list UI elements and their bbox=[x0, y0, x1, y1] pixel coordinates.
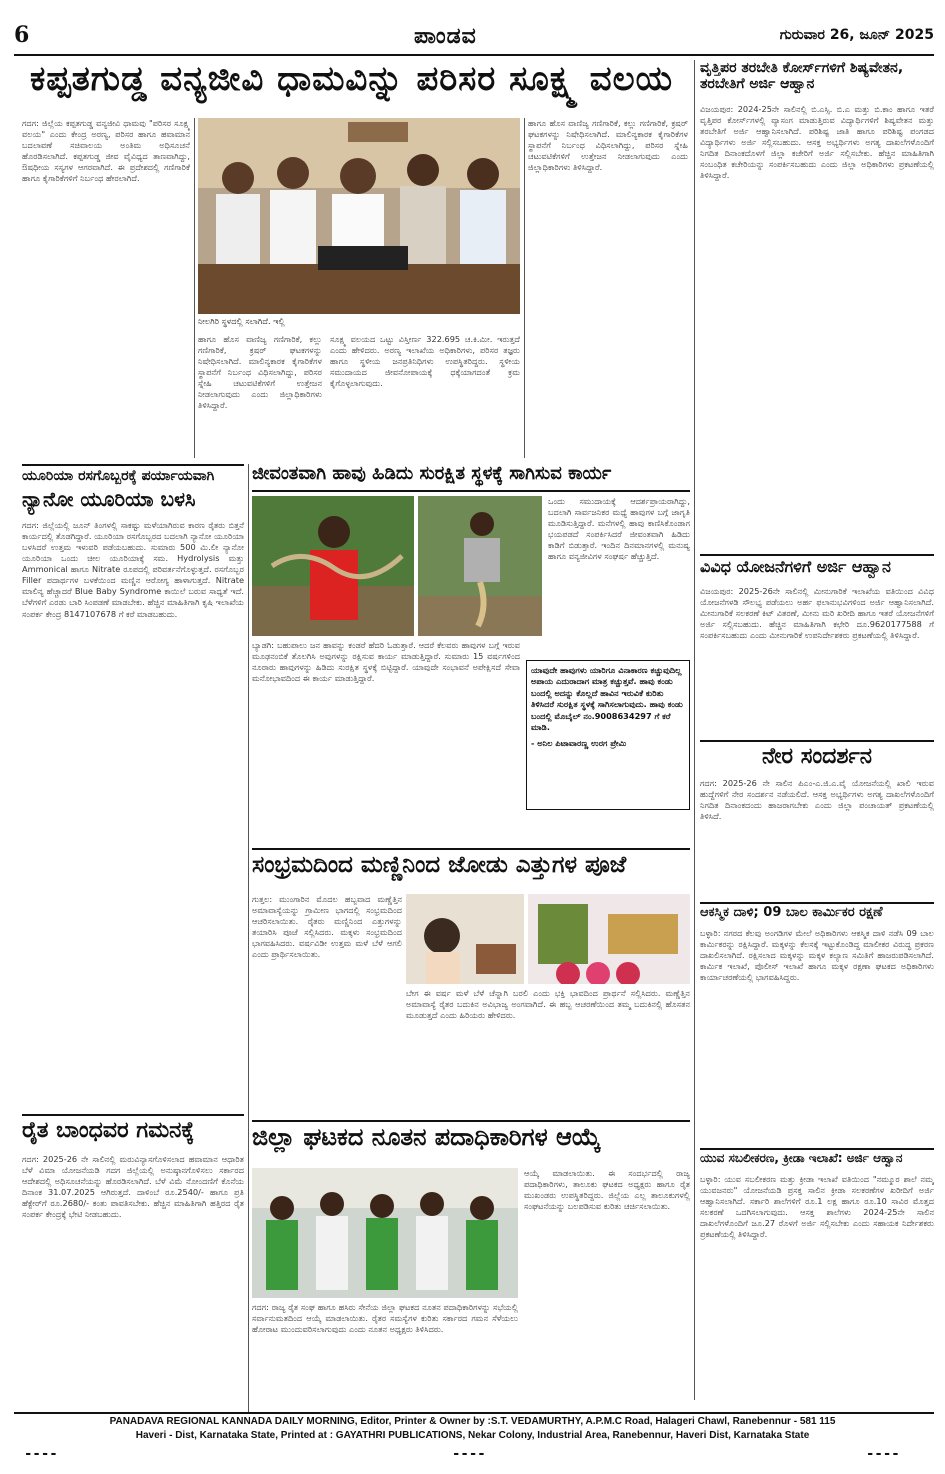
raid-headline: ಆಕಸ್ಮಿಕ ದಾಳಿ; 09 ಬಾಲ ಕಾರ್ಮಿಕರ ರಕ್ಷಣೆ bbox=[700, 906, 883, 920]
district-photo bbox=[252, 1168, 518, 1298]
youth-body: ಬಳ್ಳಾರಿ: ಯುವ ಸಬಲೀಕರಣ ಮತ್ತು ಕ್ರೀಡಾ ಇಲಾಖೆ ವತಿಯಿಂದ "ನಮ್ಮೂರ ಶಾಲೆ ನಮ್ಮ ಯುವಜನರು" ಯೋಜನೆಯಡಿ ಪ್ರಸಕ್ತ ಸಾಲಿನ ಕ್ರೀಡಾ ಸಲಕರಣೆಗಳ ಖರೀದಿಗೆ ಅರ್ಜಿ ಆಹ್ವಾನಿಸಲಾಗಿದೆ. ಸರ್ಕಾರಿ ಶಾಲೆಗಳಿಗೆ ರೂ.1 ಲಕ್ಷ ಹಾಗೂ ರೂ.10 ಸಾವಿರ ಮೊತ್ತದ ಸಲಕರಣೆ ಒದಗಿಸಲಾಗುವುದು. ಆಸಕ್ತ ಶಾಲೆಗಳು 2024-25ನೇ ಸಾಲಿನ ದಾಖಲೆಗಳೊಂದಿಗೆ ಜೂ.27 ರೊಳಗೆ ಅರ್ಜಿ ಸಲ್ಲಿಸಬೇಕು ಎಂದು ಸಹಾಯಕ ನಿರ್ದೇಶಕರು ಪ್ರಕಟಣೆಯಲ್ಲಿ ತಿಳಿಸಿದ್ದಾರೆ. bbox=[700, 1174, 934, 1240]
section-rule bbox=[700, 902, 934, 904]
lead-body-mid: ಹಾಗೂ ಹೊಸ ವಾಣಿಜ್ಯ ಗಣಿಗಾರಿಕೆ, ಕಲ್ಲು ಗಣಿಗಾರಿಕೆ, ಕ್ರಷರ್ ಘಟಕಗಳನ್ನು ನಿಷೇಧಿಸಲಾಗಿದೆ. ಮಾಲಿನ್ಯಕಾರಕ ಕೈಗಾರಿಕೆಗಳ ಸ್ಥಾಪನೆಗೆ ನಿರ್ಬಂಧ ವಿಧಿಸಲಾಗಿದ್ದು, ಪರಿಸರ ಸ್ನೇಹಿ ಚಟುವಟಿಕೆಗಳಿಗೆ ಉತ್ತೇಜನ ನೀಡಲಾಗುವುದು ಎಂದು ಜಿಲ್ಲಾಧಿಕಾರಿಗಳು ತಿಳಿಸಿದ್ದಾರೆ. bbox=[198, 334, 322, 411]
schemes-body: ವಿಜಯಪುರ: 2025-26ನೇ ಸಾಲಿನಲ್ಲಿ ಮೀನುಗಾರಿಕೆ ಇಲಾಖೆಯ ವತಿಯಿಂದ ವಿವಿಧ ಯೋಜನೆಗಳಡಿ ಸೌಲಭ್ಯ ಪಡೆಯಲು ಅರ್ಹ ಫಲಾನುಭವಿಗಳಿಂದ ಅರ್ಜಿ ಆಹ್ವಾನಿಸಲಾಗಿದೆ. ಮೀನುಗಾರಿಕೆ ಸಲಕರಣೆ ಕಿಟ್ ವಿತರಣೆ, ಮೀನು ಮರಿ ಖರೀದಿ ಹಾಗೂ ಇತರೆ ಯೋಜನೆಗಳಿಗೆ ಅರ್ಜಿ ಸಲ್ಲಿಸಬಹುದು. ಹೆಚ್ಚಿನ ಮಾಹಿತಿಗಾಗಿ ಕಛೇರಿ ದೂ.9620177588 ಗೆ ಸಂಪರ್ಕಿಸಬಹುದು ಎಂದು ಮೀನುಗಾರಿಕೆ ಉಪನಿರ್ದೇಶಕರು ಪ್ರಕಟಣೆಯಲ್ಲಿ ತಿಳಿಸಿದ್ದಾರೆ. bbox=[700, 586, 934, 641]
footer-dash-mid: ---- bbox=[452, 1446, 486, 1462]
footer-line-2: Haveri - Dist, Karnataka State, Printed at : GAYATHRI PUBLICATIONS, Nekar Colony, Industrial Area, Ranebennur, Haveri Dist, Karnataka State bbox=[135, 1430, 810, 1441]
section-rule bbox=[252, 1120, 690, 1122]
youth-headline: ಯುವ ಸಬಲೀಕರಣ, ಕ್ರೀಡಾ ಇಲಾಖೆ: ಅರ್ಜಿ ಆಹ್ವಾನ bbox=[700, 1152, 903, 1165]
footer-line-1: PANADAVA REGIONAL KANNADA DAILY MORNING, Editor, Printer & Owner by :S.T. VEDAMURTHY, A.P.M.C Road, Halageri Chawl, Ranebennur - 581 115 bbox=[109, 1416, 836, 1427]
snake-body-right: ಒಂದು ಸಮುದಾಯಕ್ಕೆ ಆದರ್ಶಪ್ರಾಯರಾಗಿದ್ದು, ಬದಲಾಗಿ ಸಾರ್ವಜನಿಕರ ಮಧ್ಯೆ ಹಾವುಗಳ ಬಗ್ಗೆ ಜಾಗೃತಿ ಮೂಡಿಸುತ್ತಿದ್ದಾರೆ. ಮನೆಗಳಲ್ಲಿ ಹಾವು ಕಾಣಿಸಿಕೊಂಡಾಗ ಭಯಪಡದೆ ಸಂಪರ್ಕಿಸಿದರೆ ಜೀವಂತವಾಗಿ ಹಿಡಿದು ಕಾಡಿಗೆ ಬಿಡುತ್ತಾರೆ. ಇಂದಿನ ದಿನಮಾನಗಳಲ್ಲಿ ಮನುಷ್ಯ ಹಾಗೂ ವನ್ಯಜೀವಿಗಳ ಸಂಘರ್ಷ ಹೆಚ್ಚುತ್ತಿದೆ. bbox=[548, 496, 690, 562]
lead-body-right: ಸೂಕ್ಷ್ಮ ವಲಯದ ಒಟ್ಟು ವಿಸ್ತೀರ್ಣ 322.695 ಚ.ಕಿ.ಮೀ. ಇರುತ್ತದೆ ಎಂದು ಹೇಳಿದರು. ಅರಣ್ಯ ಇಲಾಖೆಯ ಅಧಿಕಾರಿಗಳು, ಪರಿಸರ ತಜ್ಞರು ಹಾಗೂ ಸ್ಥಳೀಯ ಜನಪ್ರತಿನಿಧಿಗಳು ಉಪಸ್ಥಿತರಿದ್ದರು. ಸ್ಥಳೀಯ ಸಮುದಾಯದ ಜೀವನೋಪಾಯಕ್ಕೆ ಧಕ್ಕೆಯಾಗದಂತೆ ಕ್ರಮ ಕೈಗೊಳ್ಳಲಾಗುವುದು. bbox=[330, 334, 520, 389]
snake-headline: ಜೀವಂತವಾಗಿ ಹಾವು ಹಿಡಿದು ಸುರಕ್ಷಿತ ಸ್ಥಳಕ್ಕೆ ಸಾಗಿಸುವ ಕಾರ್ಯ bbox=[252, 464, 690, 492]
lead-photo-illustration bbox=[198, 118, 520, 314]
worship-photo-1 bbox=[406, 894, 524, 984]
snake-photo-1-illustration bbox=[252, 496, 414, 636]
worship-body-left: ಗುತ್ತಲ: ಮುಂಗಾರಿನ ಮೊದಲ ಹಬ್ಬವಾದ ಮಣ್ಣೆತ್ತಿನ ಅಮಾವಾಸ್ಯೆಯನ್ನು ಗ್ರಾಮೀಣ ಭಾಗದಲ್ಲಿ ಸಂಭ್ರಮದಿಂದ ಆಚರಿಸಲಾಯಿತು. ರೈತರು ಮಣ್ಣಿನಿಂದ ಎತ್ತುಗಳನ್ನು ತಯಾರಿಸಿ ಪೂಜೆ ಸಲ್ಲಿಸಿದರು. ಮಕ್ಕಳು ಸಂಭ್ರಮದಿಂದ ಭಾಗವಹಿಸಿದರು. ವರ್ಷವಿಡೀ ಉತ್ತಮ ಮಳೆ ಬೆಳೆ ಆಗಲಿ ಎಂದು ಪ್ರಾರ್ಥಿಸಲಾಯಿತು. bbox=[252, 894, 402, 960]
column-rule bbox=[524, 118, 525, 458]
worship-photo-2-illustration bbox=[528, 894, 690, 984]
section-rule bbox=[700, 554, 934, 556]
section-rule bbox=[22, 464, 244, 466]
section-rule bbox=[22, 1114, 244, 1116]
footer-dash-right: ---- bbox=[866, 1446, 900, 1462]
page-number: 6 bbox=[14, 22, 30, 48]
walkin-body: ಗದಗ: 2025-26 ನೇ ಸಾಲಿನ ಪಿಎಂ-ಎ.ಜಿ.ಎ.ವೈ ಯೋಜನೆಯಲ್ಲಿ ಖಾಲಿ ಇರುವ ಹುದ್ದೆಗಳಿಗೆ ನೇರ ಸಂದರ್ಶನ ನಡೆಯಲಿದೆ. ಆಸಕ್ತ ಅಭ್ಯರ್ಥಿಗಳು ಅಗತ್ಯ ದಾಖಲೆಗಳೊಂದಿಗೆ ನಿಗದಿತ ದಿನಾಂಕದಂದು ಹಾಜರಾಗಬೇಕು ಎಂದು ಜಿಲ್ಲಾ ಪಂಚಾಯತ್ ಪ್ರಕಟಣೆಯಲ್ಲಿ ತಿಳಿಸಿದೆ. bbox=[700, 778, 934, 822]
worship-photo-2 bbox=[528, 894, 690, 984]
training-body: ವಿಜಯಪುರ: 2024-25ನೇ ಸಾಲಿನಲ್ಲಿ ಬಿ.ಎಸ್ಸಿ. ಬಿ.ಎ ಮತ್ತು ಬಿ.ಕಾಂ ಹಾಗೂ ಇತರೆ ವೃತ್ತಿಪರ ಕೋರ್ಸ್‌ಗಳಲ್ಲಿ ವ್ಯಾಸಂಗ ಮಾಡುತ್ತಿರುವ ವಿದ್ಯಾರ್ಥಿಗಳಿಗೆ ಶಿಷ್ಯವೇತನ ಮತ್ತು ತರಬೇತಿಗೆ ಅರ್ಜಿ ಆಹ್ವಾನಿಸಲಾಗಿದೆ. ಪರಿಶಿಷ್ಟ ಜಾತಿ ಹಾಗೂ ಪರಿಶಿಷ್ಟ ಪಂಗಡದ ವಿದ್ಯಾರ್ಥಿಗಳು ಅರ್ಜಿ ಸಲ್ಲಿಸಬಹುದು. ಆಸಕ್ತ ಅಭ್ಯರ್ಥಿಗಳು ಅಗತ್ಯ ದಾಖಲೆಗಳೊಂದಿಗೆ ನಿಗದಿತ ದಿನಾಂಕದೊಳಗೆ ಜಿಲ್ಲಾ ಕಚೇರಿಗೆ ಅರ್ಜಿ ಸಲ್ಲಿಸಬೇಕು. ಹೆಚ್ಚಿನ ಮಾಹಿತಿಗಾಗಿ ಸಂಬಂಧಿತ ಕಚೇರಿಯನ್ನು ಸಂಪರ್ಕಿಸಬಹುದು ಎಂದು ಜಿಲ್ಲಾ ಅಧಿಕಾರಿಗಳು ಪ್ರಕಟಣೆಯಲ್ಲಿ ತಿಳಿಸಿದ್ದಾರೆ. bbox=[700, 104, 934, 181]
worship-body-right: ಬೇಗ ಈ ವರ್ಷ ಮಳೆ ಬೆಳೆ ಚೆನ್ನಾಗಿ ಬರಲಿ ಎಂದು ಭಕ್ತಿ ಭಾವದಿಂದ ಪ್ರಾರ್ಥನೆ ಸಲ್ಲಿಸಿದರು. ಮಣ್ಣೆತ್ತಿನ ಅಮಾವಾಸ್ಯೆ ರೈತರ ಬದುಕಿನ ಅವಿಭಾಜ್ಯ ಅಂಗವಾಗಿದೆ. ಈ ಹಬ್ಬ ಆಚರಣೆಯಿಂದ ತಮ್ಮ ಬದುಕಿನಲ್ಲಿ ಹೊಸತನ ಮೂಡುತ್ತದೆ ಎಂದು ಹಿರಿಯರು ಹೇಳಿದರು. bbox=[406, 988, 690, 1021]
snake-photo-2 bbox=[418, 496, 542, 636]
urea-headline-2: ನ್ಯಾನೋ ಯೂರಿಯಾ ಬಳಸಿ bbox=[22, 488, 196, 511]
masthead bbox=[14, 22, 934, 54]
farmers-headline: ರೈತ ಬಾಂಧವರ ಗಮನಕ್ಕೆ bbox=[22, 1118, 195, 1143]
snake-body-bottom: ಬ್ಯಾಡಗಿ: ಬಹುಪಾಲು ಜನ ಹಾವನ್ನು ಕಂಡರೆ ಹೆದರಿ ಓಡುತ್ತಾರೆ. ಆದರೆ ಕೆಲವರು ಹಾವುಗಳ ಬಗ್ಗೆ ಇರುವ ಮೂಢನಂಬಿಕೆ ತೊಲಗಿಸಿ ಅವುಗಳನ್ನು ರಕ್ಷಿಸುವ ಕಾರ್ಯ ಮಾಡುತ್ತಿದ್ದಾರೆ. ಸುಮಾರು 15 ವರ್ಷಗಳಿಂದ ನೂರಾರು ಹಾವುಗಳನ್ನು ಹಿಡಿದು ಸುರಕ್ಷಿತ ಸ್ಥಳಕ್ಕೆ ಬಿಟ್ಟಿದ್ದಾರೆ. ಯಾವುದೇ ಸಂಭಾವನೆ ಅಪೇಕ್ಷಿಸದೆ ಸೇವಾ ಮನೋಭಾವದಿಂದ ಈ ಕಾರ್ಯ ಮಾಡುತ್ತಿದ್ದಾರೆ. bbox=[252, 640, 520, 684]
raid-body: ಬಳ್ಳಾರಿ: ನಗರದ ಕೆಲವು ಅಂಗಡಿಗಳ ಮೇಲೆ ಅಧಿಕಾರಿಗಳು ಆಕಸ್ಮಿಕ ದಾಳಿ ನಡೆಸಿ 09 ಬಾಲ ಕಾರ್ಮಿಕರನ್ನು ರಕ್ಷಿಸಿದ್ದಾರೆ. ಮಕ್ಕಳನ್ನು ಕೆಲಸಕ್ಕೆ ಇಟ್ಟುಕೊಂಡಿದ್ದ ಮಾಲೀಕರ ವಿರುದ್ಧ ಪ್ರಕರಣ ದಾಖಲಿಸಲಾಗಿದೆ. ರಕ್ಷಿಸಲಾದ ಮಕ್ಕಳನ್ನು ಮಕ್ಕಳ ಕಲ್ಯಾಣ ಸಮಿತಿಗೆ ಹಾಜರುಪಡಿಸಲಾಗಿದೆ. ಕಾರ್ಮಿಕ ಇಲಾಖೆ, ಪೊಲೀಸ್ ಇಲಾಖೆ ಹಾಗೂ ಮಕ್ಕಳ ರಕ್ಷಣಾ ಘಟಕದ ಅಧಿಕಾರಿಗಳು ಕಾರ್ಯಾಚರಣೆಯಲ್ಲಿ ಭಾಗವಹಿಸಿದ್ದರು. bbox=[700, 928, 934, 983]
snake-photo-2-illustration bbox=[418, 496, 542, 636]
column-rule bbox=[694, 60, 695, 1400]
lead-photo-caption: ನೀಲಗಿರಿ ಸ್ಥಳದಲ್ಲಿ ಸಲಾಗಿದೆ. ಇಲ್ಲಿ bbox=[198, 316, 285, 326]
column-rule bbox=[194, 118, 195, 458]
section-rule bbox=[700, 740, 934, 742]
urea-headline-1: ಯೂರಿಯಾ ರಸಗೊಬ್ಬರಕ್ಕೆ ಪರ್ಯಾಯವಾಗಿ bbox=[22, 468, 215, 484]
snake-photo-1 bbox=[252, 496, 414, 636]
worship-photo-1-illustration bbox=[406, 894, 524, 984]
dateline: ಗುರುವಾರ 26, ಜೂನ್ 2025 bbox=[779, 27, 934, 43]
district-body-mid: ಗದಗ: ರಾಜ್ಯ ರೈತ ಸಂಘ ಹಾಗೂ ಹಸಿರು ಸೇನೆಯ ಜಿಲ್ಲಾ ಘಟಕದ ನೂತನ ಪದಾಧಿಕಾರಿಗಳನ್ನು ಸಭೆಯಲ್ಲಿ ಸರ್ವಾನುಮತದಿಂದ ಆಯ್ಕೆ ಮಾಡಲಾಯಿತು. ರೈತರ ಸಮಸ್ಯೆಗಳ ಕುರಿತು ಸರ್ಕಾರದ ಗಮನ ಸೆಳೆಯಲು ಹೋರಾಟ ಮುಂದುವರಿಸಲಾಗುವುದು ಎಂದು ನೂತನ ಅಧ್ಯಕ್ಷರು ತಿಳಿಸಿದರು. bbox=[252, 1302, 518, 1335]
column-rule bbox=[248, 464, 249, 1412]
lead-headline: ಕಪ್ಪತಗುಡ್ಡ ವನ್ಯಜೀವಿ ಧಾಮವಿನ್ನು ಪರಿಸರ ಸೂಕ್ಷ್ಮ ವಲಯ bbox=[30, 60, 674, 99]
footer-rule bbox=[14, 1412, 934, 1414]
snake-inset-sign: - ಅನಿಲ ಪಿಟಾವಾರಣ್ಣ ಉರಗ ಪ್ರೇಮಿ bbox=[531, 737, 627, 748]
urea-body: ಗದಗ: ಜಿಲ್ಲೆಯಲ್ಲಿ ಜೂನ್ ತಿಂಗಳಲ್ಲಿ ಸಾಕಷ್ಟು ಮಳೆಯಾಗಿರುವ ಕಾರಣ ರೈತರು ಬಿತ್ತನೆ ಕಾರ್ಯದಲ್ಲಿ ತೊಡಗಿದ್ದಾರೆ. ಯೂರಿಯಾ ರಸಗೊಬ್ಬರದ ಬದಲಾಗಿ ನ್ಯಾನೋ ಯೂರಿಯಾ ಬಳಸಿದರೆ ಉತ್ತಮ ಇಳುವರಿ ಪಡೆಯಬಹುದು. ಸುಮಾರು 500 ಮಿ.ಲೀ ನ್ಯಾನೋ ಯೂರಿಯಾ ಒಂದು ಚೀಲ ಯೂರಿಯಾಕ್ಕೆ ಸಮ. Hydrolysis ಮತ್ತು Ammonical ಹಾಗೂ Nitrate ರೂಪದಲ್ಲಿ ಪರಿವರ್ತನೆಗೊಳ್ಳುತ್ತದೆ. ರಸಗೊಬ್ಬರ Filler ಪದಾರ್ಥಗಳ ಬಳಕೆಯಿಂದ ಮಣ್ಣಿನ ಆರೋಗ್ಯ ಹಾಳಾಗುತ್ತದೆ. Nitrate ಮಾಲಿನ್ಯ ಹೆಚ್ಚಾದರೆ Blue Baby Syndrome ಕಾಯಿಲೆ ಬರುವ ಸಾಧ್ಯತೆ ಇದೆ. ಬೆಳೆಗಳಿಗೆ ಎರಡು ಬಾರಿ ಸಿಂಪಡಣೆ ಮಾಡಬೇಕು. ಹೆಚ್ಚಿನ ಮಾಹಿತಿಗಾಗಿ ಕೃಷಿ ಇಲಾಖೆಯ ಸಂಪರ್ಕ ಕೇಂದ್ರ 8147107678 ಗೆ ಕರೆ ಮಾಡಬಹುದು. bbox=[22, 520, 244, 619]
snake-inset-box bbox=[526, 660, 690, 810]
lead-body-far-right: ಹಾಗೂ ಹೊಸ ವಾಣಿಜ್ಯ ಗಣಿಗಾರಿಕೆ, ಕಲ್ಲು ಗಣಿಗಾರಿಕೆ, ಕ್ರಷರ್ ಘಟಕಗಳನ್ನು ನಿಷೇಧಿಸಲಾಗಿದೆ. ಮಾಲಿನ್ಯಕಾರಕ ಕೈಗಾರಿಕೆಗಳ ಸ್ಥಾಪನೆಗೆ ನಿರ್ಬಂಧ ವಿಧಿಸಲಾಗಿದ್ದು, ಪರಿಸರ ಸ್ನೇಹಿ ಚಟುವಟಿಕೆಗಳಿಗೆ ಉತ್ತೇಜನ ನೀಡಲಾಗುವುದು ಎಂದು ಜಿಲ್ಲಾಧಿಕಾರಿಗಳು ತಿಳಿಸಿದ್ದಾರೆ. bbox=[528, 118, 688, 173]
district-body-right: ಆಯ್ಕೆ ಮಾಡಲಾಯಿತು. ಈ ಸಂದರ್ಭದಲ್ಲಿ ರಾಜ್ಯ ಪದಾಧಿಕಾರಿಗಳು, ತಾಲೂಕು ಘಟಕದ ಅಧ್ಯಕ್ಷರು ಹಾಗೂ ರೈತ ಮುಖಂಡರು ಉಪಸ್ಥಿತರಿದ್ದರು. ಜಿಲ್ಲೆಯ ಎಲ್ಲ ತಾಲೂಕುಗಳಲ್ಲಿ ಸಂಘಟನೆಯನ್ನು ಬಲಪಡಿಸುವ ಕುರಿತು ಚರ್ಚಿಸಲಾಯಿತು. bbox=[524, 1168, 690, 1212]
masthead-rule bbox=[14, 54, 934, 56]
footer-dash-left: ---- bbox=[24, 1446, 58, 1462]
snake-inset-text: ಯಾವುದೇ ಹಾವುಗಳು ಯಾರಿಗೂ ವಿನಾಕಾರಣ ಕಚ್ಚುವುದಿಲ್ಲ ಅಪಾಯ ಎದುರಾದಾಗ ಮಾತ್ರ ಕಚ್ಚುತ್ತವೆ. ಹಾವು ಕಂಡು ಬಂದಲ್ಲಿ ಅದನ್ನು ಕೊಲ್ಲದೆ ಹಾವಿನ ಇರುವಿಕೆ ಕುರಿತು ತಿಳಿಸಿದರೆ ಸುರಕ್ಷಿತ ಸ್ಥಳಕ್ಕೆ ಸಾಗಿಸಲಾಗುವುದು. ಹಾವು ಕಂಡು ಬಂದಲ್ಲಿ ಮೊಬೈಲ್ ನಂ.9008634297 ಗೆ ಕರೆ ಮಾಡಿ. bbox=[531, 665, 683, 733]
district-photo-illustration bbox=[252, 1168, 518, 1298]
district-headline: ಜಿಲ್ಲಾ ಘಟಕದ ನೂತನ ಪದಾಧಿಕಾರಿಗಳ ಆಯ್ಕೆ bbox=[252, 1124, 601, 1151]
training-headline: ವೃತ್ತಿಪರ ತರಬೇತಿ ಕೋರ್ಸ್‌ಗಳಿಗೆ ಶಿಷ್ಯವೇತನ, ತರಬೇತಿಗೆ ಅರ್ಜಿ ಆಹ್ವಾನ bbox=[700, 60, 904, 93]
worship-headline: ಸಂಭ್ರಮದಿಂದ ಮಣ್ಣಿನಿಂದ ಜೋಡು ಎತ್ತುಗಳ ಪೂಜೆ bbox=[252, 852, 627, 878]
section-rule bbox=[700, 1148, 934, 1150]
schemes-headline: ವಿವಿಧ ಯೋಜನೆಗಳಿಗೆ ಅರ್ಜಿ ಆಹ್ವಾನ bbox=[700, 558, 891, 576]
walkin-headline: ನೇರ ಸಂದರ್ಶನ bbox=[761, 744, 873, 769]
lead-photo bbox=[198, 118, 520, 314]
paper-name: ಪಾಂಡವ bbox=[414, 24, 477, 49]
section-rule bbox=[252, 848, 690, 850]
farmers-body: ಗದಗ: 2025-26 ನೇ ಸಾಲಿನಲ್ಲಿ ಮರುವಿನ್ಯಾಸಗೊಳಿಸಲಾದ ಹವಾಮಾನ ಆಧಾರಿತ ಬೆಳೆ ವಿಮಾ ಯೋಜನೆಯಡಿ ಗದಗ ಜಿಲ್ಲೆಯಲ್ಲಿ ಅನುಷ್ಠಾನಗೊಳಿಸಲು ಸರ್ಕಾರದ ಆದೇಶದಲ್ಲಿ ಅಧಿಸೂಚನೆಯನ್ನು ಹೊರಡಿಸಲಾಗಿದೆ. ಬೆಳೆ ವಿಮೆ ನೋಂದಣಿಗೆ ಕೊನೆಯ ದಿನಾಂಕ 31.07.2025 ಆಗಿರುತ್ತದೆ. ದಾಳಿಂಬೆ ರೂ.2540/- ಹಾಗೂ ಪ್ರತಿ ಹೆಕ್ಟೇರ್‌ಗೆ ರೂ.2680/- ಕಂತು ಪಾವತಿಸಬೇಕು. ಹೆಚ್ಚಿನ ಮಾಹಿತಿಗಾಗಿ ಹತ್ತಿರದ ರೈತ ಸಂಪರ್ಕ ಕೇಂದ್ರಕ್ಕೆ ಭೇಟಿ ನೀಡಬಹುದು. bbox=[22, 1154, 244, 1220]
lead-body-left: ಗದಗ: ಜಿಲ್ಲೆಯ ಕಪ್ಪತಗುಡ್ಡ ವನ್ಯಜೀವಿ ಧಾಮವು "ಪರಿಸರ ಸೂಕ್ಷ್ಮ ವಲಯ" ಎಂದು ಕೇಂದ್ರ ಅರಣ್ಯ, ಪರಿಸರ ಹಾಗೂ ಹವಾಮಾನ ಬದಲಾವಣೆ ಸಚಿವಾಲಯ ಅಂತಿಮ ಅಧಿಸೂಚನೆ ಹೊರಡಿಸಲಾಗಿದೆ. ಕಪ್ಪತಗುಡ್ಡ ಜೀವ ವೈವಿಧ್ಯದ ತಾಣವಾಗಿದ್ದು, ಔಷಧೀಯ ಸಸ್ಯಗಳ ಆಗರವಾಗಿದೆ. ಈ ಪ್ರದೇಶದಲ್ಲಿ ಗಣಿಗಾರಿಕೆ ಹಾಗೂ ಕೈಗಾರಿಕೆಗಳಿಗೆ ನಿರ್ಬಂಧ ಹೇರಲಾಗಿದೆ. bbox=[22, 118, 190, 184]
